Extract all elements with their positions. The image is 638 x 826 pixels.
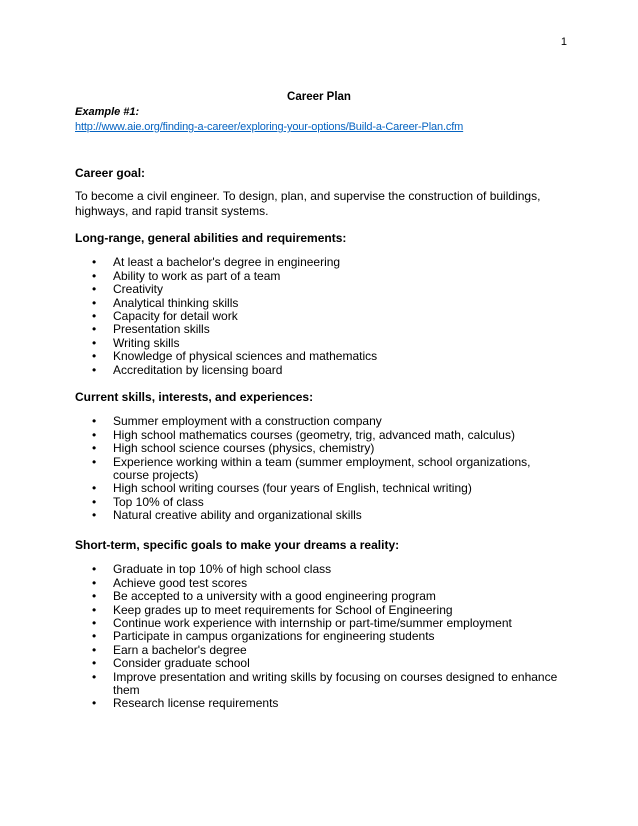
bullet-icon: • xyxy=(92,669,97,684)
current-skills-section xyxy=(75,391,565,523)
career-goal-text: To become a civil engineer. To design, plan, and supervise the construction of buildings, highways, and rapid transit systems. xyxy=(75,189,541,219)
list-item-text: Consider graduate school xyxy=(113,656,250,671)
bullet-icon: • xyxy=(92,589,97,604)
list-item xyxy=(75,442,565,455)
career-goal-section xyxy=(75,167,565,219)
list-item-text: Top 10% of class xyxy=(113,494,204,509)
list-item-text: At least a bachelor's degree in engineering xyxy=(113,255,341,270)
bullet-icon: • xyxy=(92,322,97,337)
list-item-text: Knowledge of physical sciences and mathematics xyxy=(113,349,378,364)
list-item-text: Be accepted to a university with a good engineering program xyxy=(113,589,436,604)
list-item xyxy=(75,657,565,670)
list-item xyxy=(75,337,565,350)
list-item xyxy=(75,563,565,576)
list-item-text: Participate in campus organizations for engineering students xyxy=(113,629,435,644)
current-skills-list xyxy=(75,415,565,522)
list-item xyxy=(75,482,565,495)
short-term-heading: Short-term, specific goals to make your dreams a reality: xyxy=(75,538,400,552)
long-range-list xyxy=(75,256,565,377)
bullet-icon: • xyxy=(92,602,97,617)
list-item xyxy=(75,364,565,377)
bullet-icon: • xyxy=(92,427,97,442)
list-item-text: Summer employment with a construction company xyxy=(113,414,382,429)
list-item xyxy=(75,590,565,603)
list-item xyxy=(75,283,565,296)
list-item-text: High school science courses (physics, chemistry) xyxy=(113,441,375,456)
list-item xyxy=(75,350,565,363)
list-item-text: Ability to work as part of a team xyxy=(113,268,281,283)
list-item-text: Earn a bachelor's degree xyxy=(113,642,247,657)
bullet-icon: • xyxy=(92,642,97,657)
bullet-icon: • xyxy=(92,616,97,631)
list-item-text: Creativity xyxy=(113,282,164,297)
list-item-text: Achieve good test scores xyxy=(113,575,248,590)
bullet-icon: • xyxy=(92,656,97,671)
bullet-icon: • xyxy=(92,508,97,523)
list-item-text: Accreditation by licensing board xyxy=(113,362,283,377)
list-item xyxy=(75,415,565,428)
bullet-icon: • xyxy=(92,562,97,577)
list-item-text: Keep grades up to meet requirements for School of Engineering xyxy=(113,602,453,617)
list-item xyxy=(75,297,565,310)
bullet-icon: • xyxy=(92,414,97,429)
bullet-icon: • xyxy=(92,696,97,711)
bullet-icon: • xyxy=(92,362,97,377)
list-item xyxy=(75,256,565,269)
list-item-text: High school writing courses (four years of English, technical writing) xyxy=(113,481,472,496)
bullet-icon: • xyxy=(92,255,97,270)
list-item-text: Improve presentation and writing skills by focusing on courses designed to enhance them xyxy=(113,669,558,698)
list-item xyxy=(75,697,565,710)
bullet-icon: • xyxy=(92,629,97,644)
example-link[interactable]: http://www.aie.org/finding-a-career/exploring-your-options/Build-a-Career-Plan.cfm xyxy=(75,121,464,133)
list-item xyxy=(75,509,565,522)
list-item-text: Graduate in top 10% of high school class xyxy=(113,562,332,577)
current-skills-heading: Current skills, interests, and experiences: xyxy=(75,390,314,404)
list-item xyxy=(75,604,565,617)
list-item-text: Continue work experience with internship or part-time/summer employment xyxy=(113,616,512,631)
bullet-icon: • xyxy=(92,481,97,496)
career-goal-heading: Career goal: xyxy=(75,166,146,180)
bullet-icon: • xyxy=(92,454,97,469)
short-term-list xyxy=(75,563,565,710)
bullet-icon: • xyxy=(92,335,97,350)
list-item-text: Natural creative ability and organizational skills xyxy=(113,508,362,523)
list-item-text: Research license requirements xyxy=(113,696,279,711)
bullet-icon: • xyxy=(92,494,97,509)
list-item-text: Presentation skills xyxy=(113,322,210,337)
bullet-icon: • xyxy=(92,309,97,324)
list-item-text: High school mathematics courses (geometry, trig, advanced math, calculus) xyxy=(113,427,515,442)
list-item xyxy=(75,630,565,643)
list-item xyxy=(75,310,565,323)
bullet-icon: • xyxy=(92,575,97,590)
list-item-text: Analytical thinking skills xyxy=(113,295,239,310)
list-item xyxy=(75,429,565,442)
list-item xyxy=(75,270,565,283)
bullet-icon: • xyxy=(92,441,97,456)
bullet-icon: • xyxy=(92,349,97,364)
list-item xyxy=(75,671,565,698)
page-title: Career Plan xyxy=(287,91,351,103)
bullet-icon: • xyxy=(92,282,97,297)
example-label: Example #1: xyxy=(75,106,140,118)
short-term-section xyxy=(75,539,565,711)
list-item-text: Capacity for detail work xyxy=(113,309,238,324)
list-item xyxy=(75,496,565,509)
long-range-section xyxy=(75,232,565,377)
list-item xyxy=(75,456,565,483)
bullet-icon: • xyxy=(92,268,97,283)
list-item-text: Writing skills xyxy=(113,335,180,350)
list-item-text: Experience working within a team (summer employment, school organizations, course projects) xyxy=(113,454,531,483)
list-item xyxy=(75,323,565,336)
list-item xyxy=(75,644,565,657)
list-item xyxy=(75,577,565,590)
page-number: 1 xyxy=(560,36,567,48)
long-range-heading: Long-range, general abilities and requirements: xyxy=(75,231,347,245)
bullet-icon: • xyxy=(92,295,97,310)
list-item xyxy=(75,617,565,630)
